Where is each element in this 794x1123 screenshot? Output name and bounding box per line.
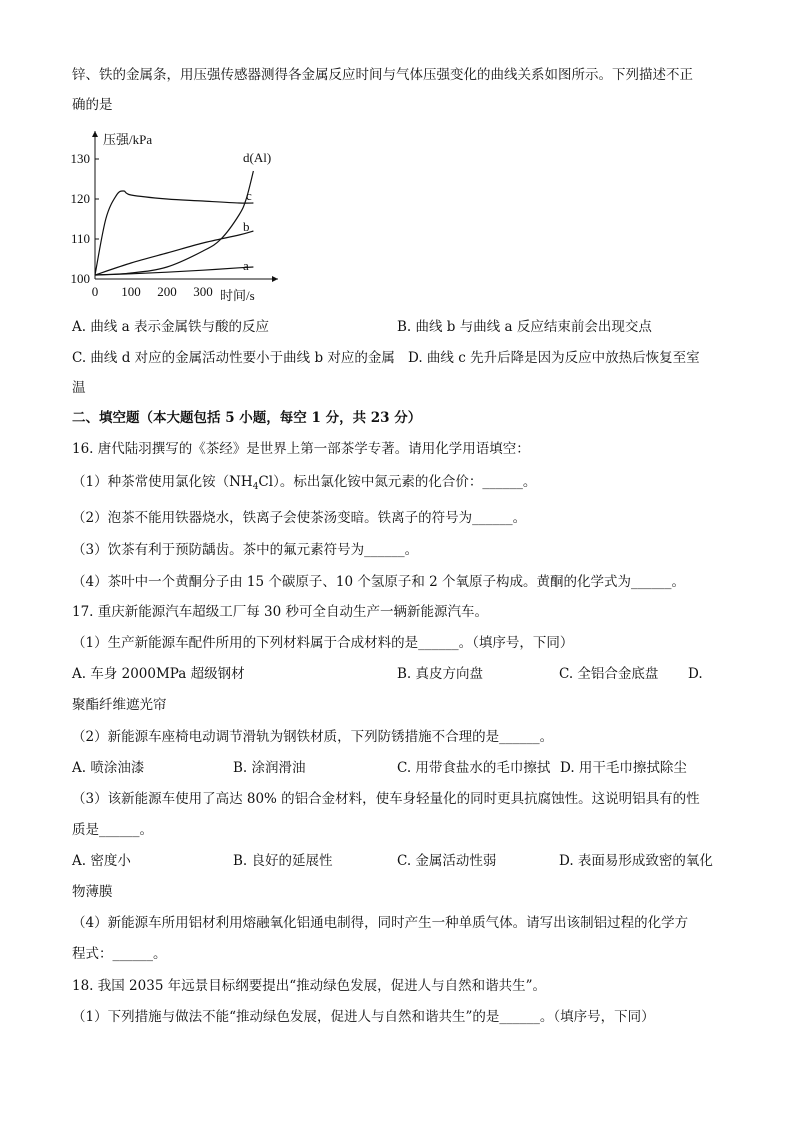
y-tick-label: 100 <box>70 271 90 286</box>
curve-line-0 <box>95 171 253 275</box>
q17-p2-option-d: D. 用干毛巾擦拭除尘 <box>560 760 687 776</box>
q16-part-4: （4）茶叶中一个黄酮分子由 15 个碳原子、10 个氢原子和 2 个氧原子构成。黄酮的化学式为______。 <box>72 574 685 590</box>
q17-p1-option-d: D. <box>688 666 703 682</box>
q15-option-d: D. 曲线 c 先升后降是因为反应中放热后恢复至室 <box>408 350 700 366</box>
q16-p1-before: （1）种茶常使用氯化铵（ <box>72 474 230 490</box>
intro-line-1: 锌、铁的金属条，用压强传感器测得各金属反应时间与气体压强变化的曲线关系如图所示。下列描述不正 <box>72 67 693 83</box>
q15-option-a: A. 曲线 a 表示金属铁与酸的反应 <box>72 319 269 335</box>
q17-p1-option-c: C. 全铝合金底盘 <box>559 666 659 682</box>
formula-subscript: 4 <box>252 482 259 492</box>
x-tick-label: 300 <box>193 284 213 299</box>
x-tick-label: 100 <box>121 284 141 299</box>
q17-p2-option-c: C. 用带食盐水的毛巾擦拭 <box>397 760 551 776</box>
q16-stem: 16. 唐代陆羽撰写的《茶经》是世界上第一部茶学专著。请用化学用语填空： <box>72 441 530 457</box>
curve-label-a: a <box>243 258 249 273</box>
curve-line-3 <box>95 267 253 275</box>
q17-p3-option-d: D. 表面易形成致密的氧化 <box>559 853 713 869</box>
q17-p2-option-b: B. 涂润滑油 <box>233 760 306 776</box>
chem-formula <box>229 474 273 490</box>
x-tick-label: 0 <box>91 284 99 299</box>
q17-part-2: （2）新能源车座椅电动调节滑轨为钢铁材质，下列防锈措施不合理的是______。 <box>72 729 554 745</box>
q17-part-1: （1）生产新能源车配件所用的下列材料属于合成材料的是______。（填序号，下同） <box>72 635 574 651</box>
y-tick-label: 120 <box>70 191 90 206</box>
formula-part-b: Cl <box>258 474 274 490</box>
x-axis-label: 时间/s <box>220 288 255 303</box>
q17-p1-option-a: A. 车身 2000MPa 超级钢材 <box>72 666 245 682</box>
q17-part-4-line-1: （4）新能源车所用铝材利用熔融氧化铝通电制得，同时产生一种单质气体。请写出该制铝过程的化学方 <box>72 915 689 931</box>
q17-stem: 17. 重庆新能源汽车超级工厂每 30 秒可全自动生产一辆新能源汽车。 <box>72 604 489 620</box>
q17-part-3-line-1: （3）该新能源车使用了高达 80% 的铝合金材料，使车身轻量化的同时更具抗腐蚀性。这说明铝具有的性 <box>72 791 700 807</box>
q18-part-1: （1）下列措施与做法不能“推动绿色发展，促进人与自然和谐共生”的是______。（填序号，下同） <box>72 1009 655 1025</box>
curve-label-c: c <box>246 188 252 203</box>
q17-part-4-line-2: 程式：______。 <box>72 946 167 962</box>
q15-option-c: C. 曲线 d 对应的金属活动性要小于曲线 b 对应的金属 <box>72 350 395 366</box>
q17-p3-option-c: C. 金属活动性弱 <box>397 853 497 869</box>
q16-part-1 <box>72 473 536 496</box>
q17-p3-option-b: B. 良好的延展性 <box>233 853 333 869</box>
q18-stem: 18. 我国 2035 年远景目标纲要提出“推动绿色发展，促进人与自然和谐共生”。 <box>72 978 547 994</box>
section-heading: 二、填空题（本大题包括 5 小题，每空 1 分，共 23 分） <box>72 410 422 426</box>
q16-part-3: （3）饮茶有利于预防龋齿。茶中的氟元素符号为______。 <box>72 542 419 558</box>
curve-label-d: d(Al) <box>243 150 272 165</box>
y-tick-label: 130 <box>70 151 90 166</box>
q16-part-2: （2）泡茶不能用铁器烧水，铁离子会使茶汤变暗。铁离子的符号为______。 <box>72 510 527 526</box>
q15-option-d-cont: 温 <box>72 380 86 396</box>
curve-label-b: b <box>243 219 250 234</box>
y-tick-label: 110 <box>70 231 90 246</box>
intro-line-2: 确的是 <box>72 97 113 113</box>
q17-p3-option-d-cont: 物薄膜 <box>72 884 113 900</box>
x-tick-label: 200 <box>157 284 177 299</box>
q17-p1-option-d-cont: 聚酯纤维遮光帘 <box>72 697 167 713</box>
q15-option-b: B. 曲线 b 与曲线 a 反应结束前会出现交点 <box>397 319 652 335</box>
q17-p3-option-a: A. 密度小 <box>72 853 131 869</box>
q17-p1-option-b: B. 真皮方向盘 <box>397 666 484 682</box>
curve-line-1 <box>95 191 253 275</box>
chart-svg <box>60 125 310 305</box>
pressure-time-graph <box>60 125 310 305</box>
q17-p2-option-a: A. 喷涂油漆 <box>72 760 145 776</box>
y-axis-label: 压强/kPa <box>103 132 153 147</box>
q17-part-3-line-2: 质是______。 <box>72 822 153 838</box>
formula-part-a: NH <box>229 474 253 490</box>
q16-p1-after: ）。标出氯化铵中氮元素的化合价：______。 <box>273 474 537 490</box>
